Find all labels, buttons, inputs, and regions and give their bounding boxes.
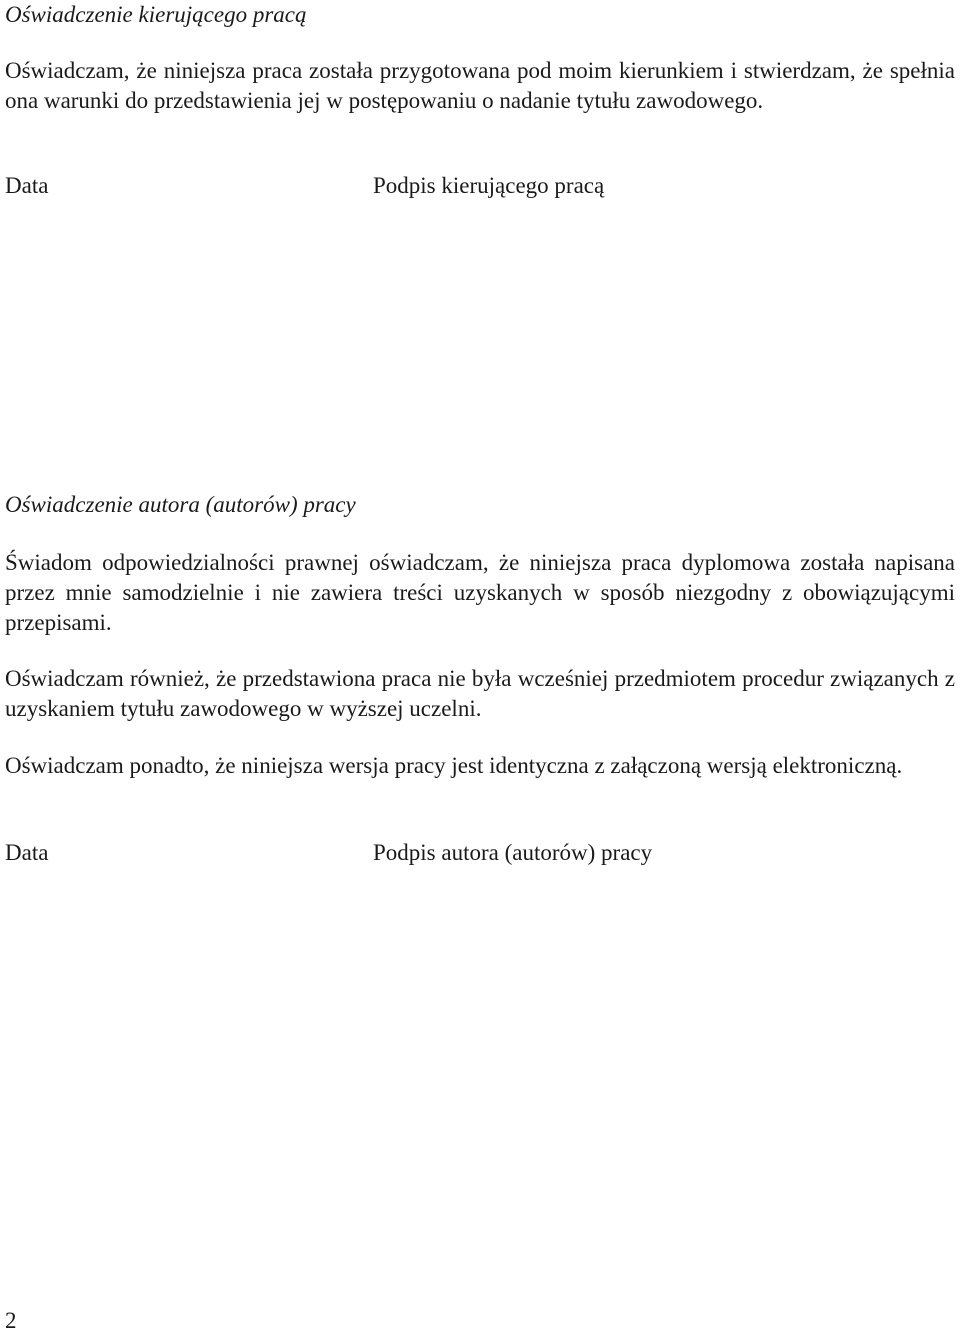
- supervisor-statement: Oświadczam, że niniejsza praca została przygotowana pod moim kierunkiem i stwierdzam, że spełnia ona warunki do przedstawienia jej w postępowaniu o nadanie tytułu zawodowego.: [5, 58, 955, 113]
- author-paragraph-responsibility: Świadom odpowiedzialności prawnej oświadczam, że niniejsza praca dyplomowa została napisana przez mnie samodzielnie i nie zawiera treści uzyskanych w sposób niezgodny z obowiązującymi przepisami.: [5, 550, 955, 635]
- author-date-label: Data: [5, 840, 49, 865]
- supervisor-signature-row: [5, 171, 955, 201]
- author-signature-label: Podpis autora (autorów) pracy: [373, 840, 653, 865]
- supervisor-date-label: Data: [5, 173, 49, 198]
- author-paragraph-electronic-version: Oświadczam ponadto, że niniejsza wersja pracy jest identyczna z załączoną wersją elektroniczną.: [5, 753, 903, 778]
- supervisor-signature-label: Podpis kierującego pracą: [373, 173, 605, 198]
- supervisor-title: Oświadczenie kierującego pracą: [5, 2, 307, 27]
- author-title: Oświadczenie autora (autorów) pracy: [5, 492, 356, 517]
- author-signature-row: [5, 838, 955, 868]
- author-paragraph-prior-procedures: Oświadczam również, że przedstawiona praca nie była wcześniej przedmiotem procedur związanych z uzyskaniem tytułu zawodowego w wyższej uczelni.: [5, 666, 955, 721]
- page-number: 2: [5, 1308, 17, 1333]
